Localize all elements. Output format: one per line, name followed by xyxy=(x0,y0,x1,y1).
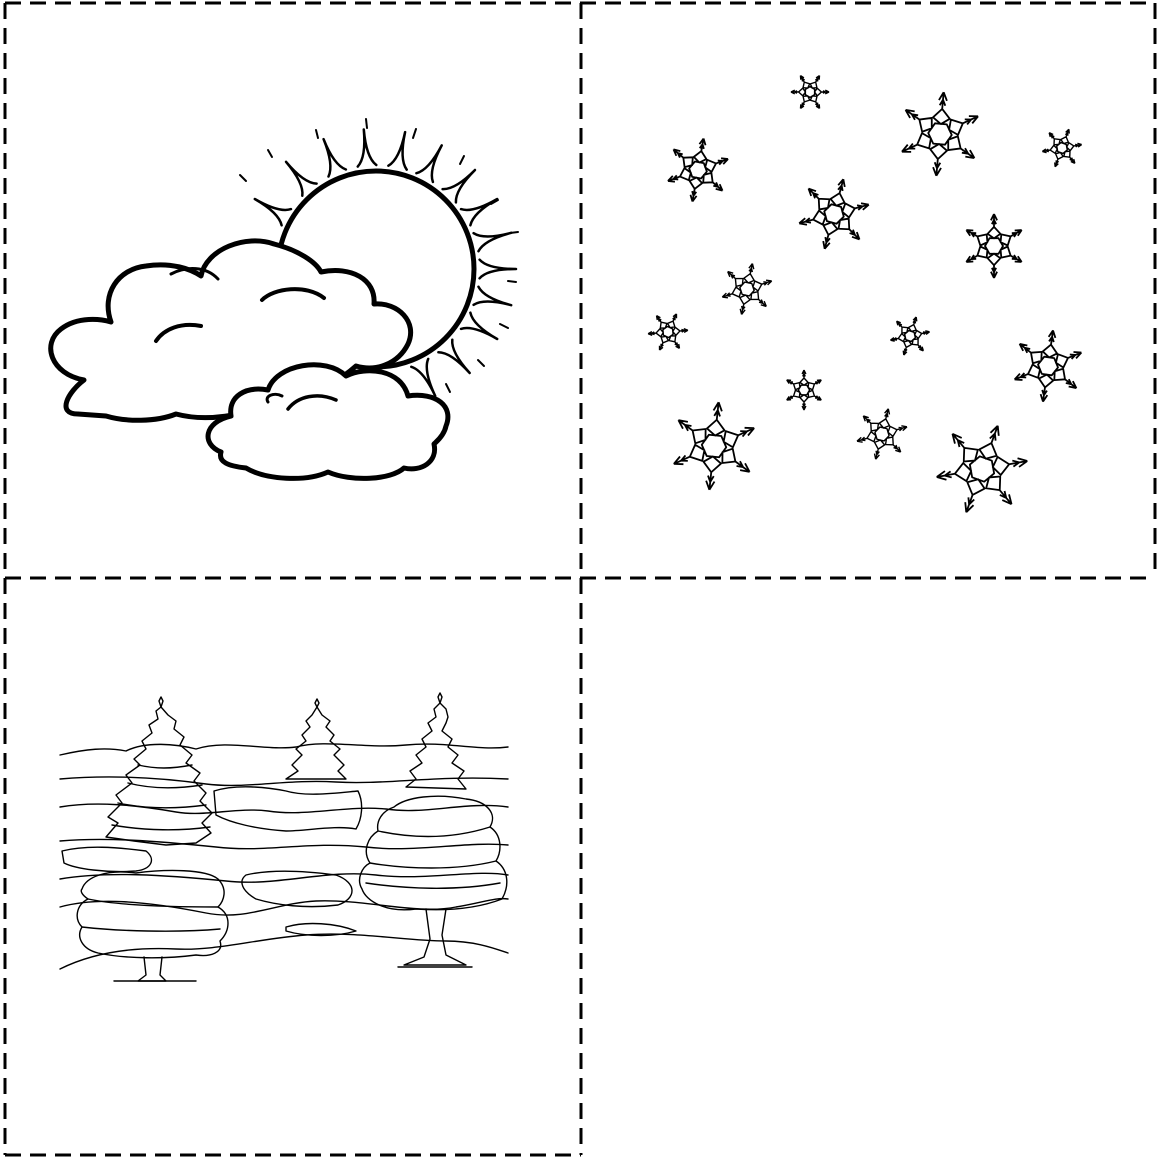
sun-ray xyxy=(388,132,406,170)
sun-ray xyxy=(255,199,291,225)
trees-landscape-illustration xyxy=(6,579,580,1154)
snowflake-icon xyxy=(787,370,822,410)
hill-line xyxy=(60,804,508,813)
sun-ray xyxy=(411,359,435,396)
broadleaf-tree-left xyxy=(77,871,228,981)
hill-line xyxy=(60,744,508,755)
hill-line xyxy=(60,899,508,915)
sun-ray xyxy=(358,130,377,167)
sun-ray xyxy=(416,145,441,182)
snowflake-icon xyxy=(644,307,692,358)
sun-clouds-illustration xyxy=(6,4,580,577)
snowflake-icon xyxy=(900,89,980,179)
snowflake-icon xyxy=(1039,123,1085,172)
sun-ray xyxy=(324,139,346,176)
sun-ray xyxy=(461,313,497,339)
hill-line xyxy=(60,839,508,848)
card-sun-clouds xyxy=(6,4,580,577)
snowflakes-illustration xyxy=(582,4,1154,577)
snowflake-icon xyxy=(795,171,874,257)
card-trees xyxy=(6,579,580,1154)
card-snowflakes xyxy=(582,4,1154,577)
sun-ray xyxy=(480,260,516,279)
snowflake-icon xyxy=(665,134,731,207)
snowflake-icon xyxy=(672,398,757,493)
sun-ray xyxy=(474,233,512,251)
snowflake-icon xyxy=(786,67,834,116)
broadleaf-tree-right xyxy=(360,796,507,967)
pine-tree-left xyxy=(106,697,212,845)
snowflake-icon xyxy=(966,214,1021,278)
sun-ray xyxy=(474,287,512,305)
hill-line xyxy=(60,934,508,969)
snowflake-icon xyxy=(854,403,910,464)
sun-ray xyxy=(286,162,317,196)
snowflake-icon xyxy=(887,312,932,361)
sun-ray xyxy=(438,340,469,373)
hill-line xyxy=(60,873,508,882)
pine-tree-right xyxy=(406,693,466,789)
snowflake-icon xyxy=(720,259,775,319)
sun-ray xyxy=(443,170,475,202)
snowflake-icon xyxy=(929,412,1035,526)
pine-tree-middle xyxy=(286,699,346,779)
hill-line xyxy=(60,777,508,785)
snowflake-icon xyxy=(1012,326,1084,406)
